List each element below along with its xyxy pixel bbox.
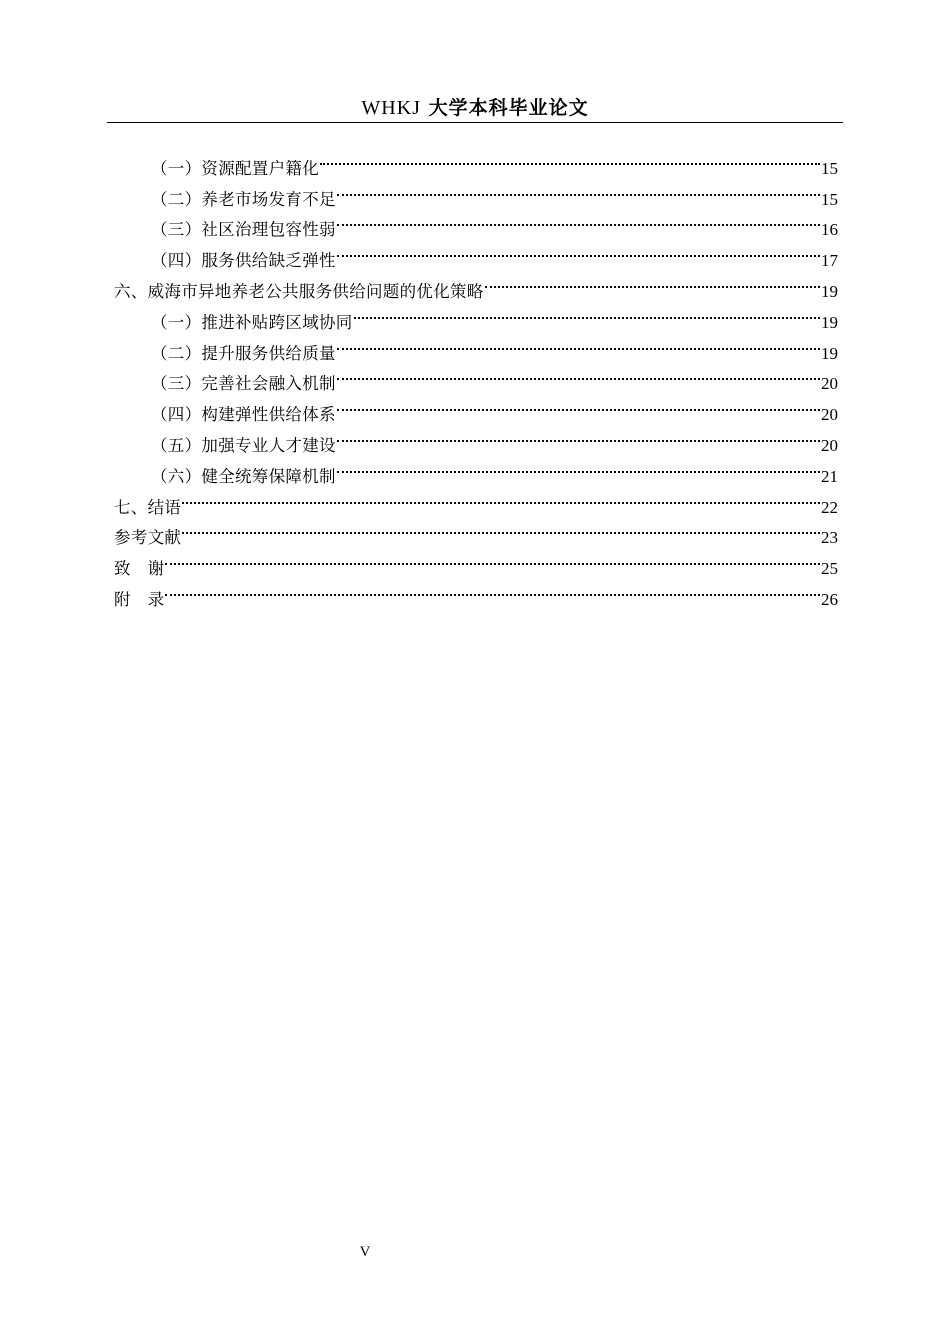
- toc-leader-dots: [165, 574, 820, 605]
- toc-entry-page: 21: [821, 466, 838, 486]
- toc-entry-label: （一）推进补贴跨区域协同: [151, 312, 353, 332]
- page-header: [107, 93, 843, 123]
- toc-entry-page: 15: [821, 158, 838, 178]
- toc-leader-dots: [337, 328, 820, 359]
- toc-leader-dots: [337, 420, 820, 451]
- toc-entry-page: 23: [821, 528, 838, 548]
- toc-entry-page: 15: [821, 189, 838, 209]
- toc-entry-label: （三）完善社会融入机制: [151, 374, 336, 394]
- toc-entry-page: 25: [821, 559, 838, 579]
- toc-leader-dots: [337, 174, 820, 205]
- toc-entry-page: 20: [821, 374, 838, 394]
- toc-entry-label: （二）提升服务供给质量: [151, 343, 336, 363]
- toc-leader-dots: [320, 143, 820, 174]
- toc-entry-page: 19: [821, 343, 838, 363]
- header-title: [361, 93, 588, 123]
- toc-entry-label: （六）健全统筹保障机制: [151, 466, 336, 486]
- table-of-contents: [114, 143, 838, 609]
- toc-entry-label: 七、结语: [114, 497, 182, 517]
- toc-entry-label: （五）加强专业人才建设: [151, 435, 336, 455]
- toc-entry-page: 19: [821, 312, 838, 332]
- toc-entry[interactable]: [114, 543, 838, 579]
- toc-entry-page: 22: [821, 497, 838, 517]
- toc-leader-dots: [337, 205, 820, 236]
- toc-entry[interactable]: [114, 574, 838, 609]
- toc-leader-dots: [354, 297, 820, 328]
- toc-leader-dots: [485, 266, 820, 297]
- toc-entry-label: （四）构建弹性供给体系: [151, 405, 336, 425]
- toc-entry-page: 26: [821, 589, 838, 609]
- toc-entry-label: （三）社区治理包容性弱: [151, 220, 336, 240]
- header-title-text: 大学本科毕业论文: [428, 97, 589, 119]
- toc-entry-label: 六、威海市异地养老公共服务供给问题的优化策略: [114, 281, 484, 301]
- toc-entry-page: 20: [821, 435, 838, 455]
- toc-leader-dots: [165, 543, 820, 574]
- toc-entry-page: 19: [821, 281, 838, 301]
- toc-entry-label: 参考文献: [114, 528, 182, 548]
- toc-entry-label: （一）资源配置户籍化: [151, 158, 319, 178]
- toc-entry-page: 16: [821, 220, 838, 240]
- toc-entry-label: （二）养老市场发育不足: [151, 189, 336, 209]
- toc-leader-dots: [337, 389, 820, 420]
- toc-entry-label: 附 录: [114, 589, 165, 609]
- page-number: V: [359, 1244, 371, 1260]
- toc-entry[interactable]: [114, 482, 838, 517]
- toc-entry-page: 17: [821, 251, 838, 271]
- toc-entry-label: （四）服务供给缺乏弹性: [151, 251, 336, 271]
- toc-entry[interactable]: [114, 513, 838, 548]
- toc-leader-dots: [337, 451, 820, 482]
- toc-entry[interactable]: [114, 143, 838, 178]
- toc-leader-dots: [182, 513, 820, 544]
- toc-leader-dots: [337, 359, 820, 390]
- header-latin: WHKJ: [361, 97, 421, 119]
- toc-leader-dots: [337, 235, 820, 266]
- toc-entry-page: 20: [821, 405, 838, 425]
- toc-leader-dots: [182, 482, 820, 513]
- toc-entry-label: 致 谢: [114, 559, 165, 579]
